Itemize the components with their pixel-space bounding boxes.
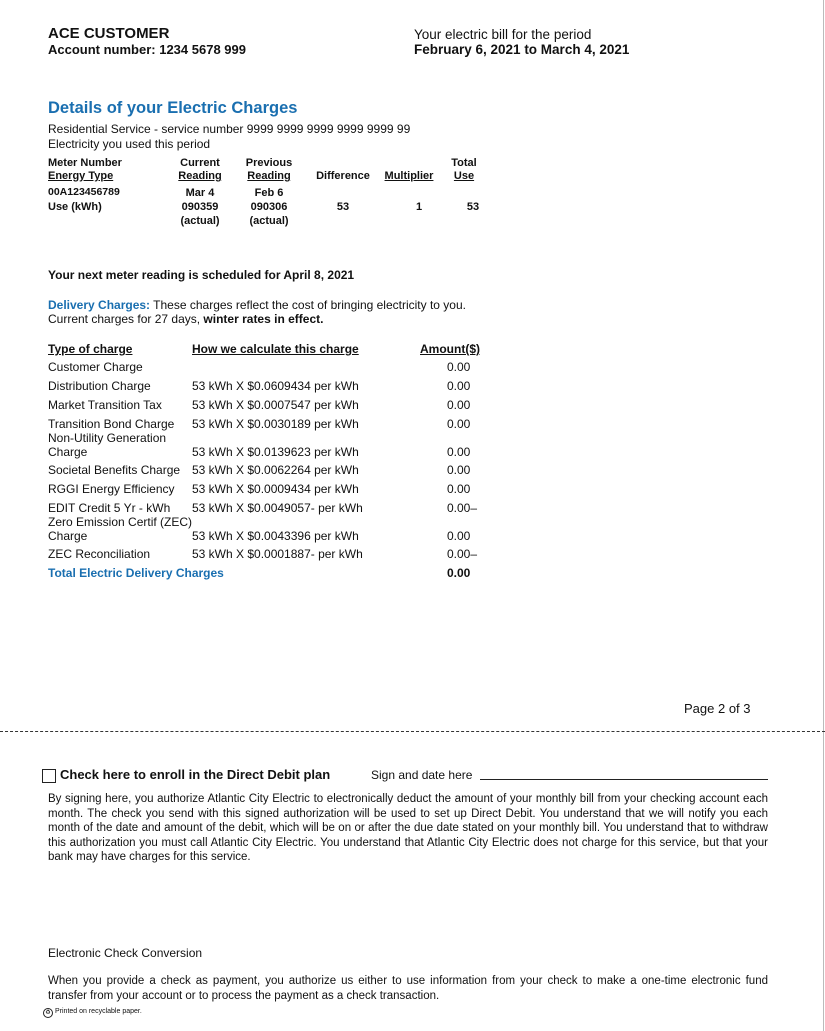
electricity-used-label: Electricity you used this period bbox=[48, 137, 211, 151]
charge-calc: 53 kWh X $0.0062264 per kWh bbox=[192, 463, 359, 477]
direct-debit-checkbox[interactable] bbox=[42, 769, 56, 783]
charge-type: Market Transition Tax bbox=[48, 398, 162, 412]
charge-calc: 53 kWh X $0.0139623 per kWh bbox=[192, 445, 359, 459]
charge-type: Charge bbox=[48, 529, 88, 543]
page-edge bbox=[823, 0, 824, 1031]
multiplier-value: 1 bbox=[415, 201, 423, 213]
details-title: Details of your Electric Charges bbox=[48, 99, 298, 117]
direct-debit-label: Check here to enroll in the Direct Debit plan bbox=[60, 767, 331, 782]
amount-header: Amount($) bbox=[420, 342, 480, 356]
charge-type: Charge bbox=[48, 445, 88, 459]
energy-type-header: Energy Type bbox=[48, 170, 114, 182]
charge-calc: 53 kWh X $0.0609434 per kWh bbox=[192, 379, 359, 393]
recycled-note: Printed on recyclable paper. bbox=[55, 1008, 142, 1015]
charge-type: Distribution Charge bbox=[48, 379, 151, 393]
charge-type: Non-Utility Generation bbox=[48, 431, 167, 445]
charge-amount: 0.00 bbox=[447, 445, 471, 459]
charge-calc: 53 kWh X $0.0030189 per kWh bbox=[192, 417, 359, 431]
page-number: Page 2 of 3 bbox=[684, 701, 751, 716]
charge-type: Zero Emission Certif (ZEC) bbox=[48, 515, 193, 529]
charge-type: EDIT Credit 5 Yr - kWh bbox=[48, 501, 171, 515]
delivery-line bbox=[48, 298, 466, 312]
ecc-title: Electronic Check Conversion bbox=[48, 946, 203, 960]
charge-calc: 53 kWh X $0.0009434 per kWh bbox=[192, 482, 359, 496]
current-header: Current bbox=[180, 157, 220, 169]
type-header: Type of charge bbox=[48, 342, 133, 356]
charge-type: Customer Charge bbox=[48, 360, 143, 374]
bill-period-dates: February 6, 2021 to March 4, 2021 bbox=[414, 42, 630, 57]
charge-amount: 0.00– bbox=[447, 501, 478, 515]
charge-type: Transition Bond Charge bbox=[48, 417, 175, 431]
delivery-label: Delivery Charges: bbox=[48, 298, 151, 312]
previous-date: Feb 6 bbox=[254, 187, 284, 199]
charge-calc: 53 kWh X $0.0043396 per kWh bbox=[192, 529, 359, 543]
charge-type: ZEC Reconciliation bbox=[48, 547, 151, 561]
previous-note: (actual) bbox=[249, 215, 289, 227]
difference-value: 53 bbox=[336, 201, 350, 213]
charge-amount: 0.00 bbox=[447, 463, 471, 477]
previous-value: 090306 bbox=[250, 201, 288, 213]
energy-type: Use (kWh) bbox=[48, 201, 102, 213]
use-header: Use bbox=[453, 170, 475, 182]
meter-number-header: Meter Number bbox=[48, 157, 122, 169]
charge-amount: 0.00 bbox=[447, 379, 471, 393]
customer-name: ACE CUSTOMER bbox=[48, 25, 170, 42]
account-number: Account number: 1234 5678 999 bbox=[48, 42, 246, 57]
total-delivery-label: Total Electric Delivery Charges bbox=[48, 566, 224, 580]
multiplier-header: Multiplier bbox=[384, 170, 434, 182]
charge-calc: 53 kWh X $0.0049057- per kWh bbox=[192, 501, 363, 515]
meter-number: 00A123456789 bbox=[48, 186, 120, 198]
current-charges-line bbox=[48, 312, 323, 326]
bill-period-label: Your electric bill for the period bbox=[414, 27, 592, 42]
current-date: Mar 4 bbox=[185, 187, 215, 199]
previous-reading-header: Reading bbox=[247, 170, 291, 182]
charge-amount: 0.00 bbox=[447, 482, 471, 496]
total-use-value: 53 bbox=[466, 201, 480, 213]
current-charges-prefix: Current charges for 27 days, bbox=[48, 312, 201, 326]
delivery-desc: These charges reflect the cost of bringing electricity to you. bbox=[153, 298, 466, 312]
ecc-paragraph: When you provide a check as payment, you authorize us either to use information from your check to make a one-time electronic fund transfer from your account or to process the payment as a check transaction. bbox=[48, 975, 768, 1002]
winter-rates: winter rates in effect. bbox=[203, 312, 324, 326]
charge-type: Societal Benefits Charge bbox=[48, 463, 181, 477]
charge-type: RGGI Energy Efficiency bbox=[48, 482, 175, 496]
previous-header: Previous bbox=[245, 157, 293, 169]
current-value: 090359 bbox=[181, 201, 219, 213]
total-header: Total bbox=[451, 157, 477, 169]
tear-line bbox=[0, 731, 825, 732]
charge-calc: 53 kWh X $0.0007547 per kWh bbox=[192, 398, 359, 412]
calc-header: How we calculate this charge bbox=[192, 342, 359, 356]
difference-header: Difference bbox=[316, 170, 370, 182]
charge-amount: 0.00 bbox=[447, 529, 471, 543]
service-number: Residential Service - service number 9999 9999 9999 9999 9999 99 bbox=[48, 122, 411, 136]
current-reading-header: Reading bbox=[178, 170, 222, 182]
charge-amount: 0.00 bbox=[447, 360, 471, 374]
direct-debit-paragraph: By signing here, you authorize Atlantic City Electric to electronically deduct the amount of your monthly bill from your checking account each month. The check you send with this signed authorization will be used to set up Direct Debit. You understand that we will notify you each month of the date and amount of the debit, which will be on or after the due date stated on your monthly bill. You understand that to withdraw this authorization you must call Atlantic City Electric. You understand that Atlantic City Electric does not charge for this service, but that your bank may have charges for this service. bbox=[48, 793, 768, 863]
sign-label: Sign and date here bbox=[371, 768, 473, 782]
charge-amount: 0.00 bbox=[447, 398, 471, 412]
charge-amount: 0.00– bbox=[447, 547, 478, 561]
charge-amount: 0.00 bbox=[447, 417, 471, 431]
recycle-icon: ♻ bbox=[43, 1008, 53, 1018]
charge-calc: 53 kWh X $0.0001887- per kWh bbox=[192, 547, 363, 561]
next-reading: Your next meter reading is scheduled for April 8, 2021 bbox=[48, 268, 355, 282]
current-note: (actual) bbox=[180, 215, 220, 227]
total-delivery-amount: 0.00 bbox=[447, 566, 471, 580]
signature-line[interactable] bbox=[480, 779, 768, 780]
